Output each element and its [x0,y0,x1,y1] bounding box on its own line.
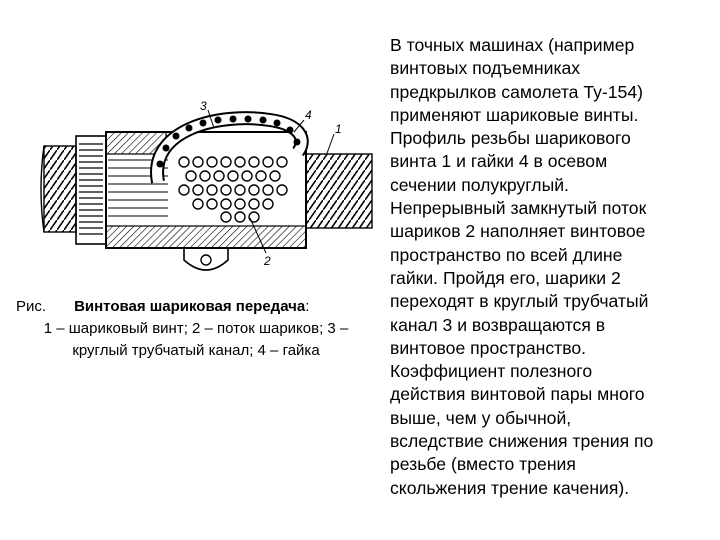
caption-line-3: круглый трубчатый канал; 4 – гайка [72,342,320,359]
caption-colon: : [305,298,310,315]
body-line: винтовое пространство. [390,337,587,358]
body-line: предкрылков самолета Ту-154) [390,81,643,102]
label-1: 1 [335,122,342,136]
caption-prefix: Рис. [16,298,47,315]
body-line: сечении полукруглый. [390,174,569,195]
body-line: действия винтовой пары много [390,384,645,405]
body-line: Непрерывный замкнутый поток [390,198,647,219]
body-line: пространство по всей длине [390,244,623,265]
body-line: Профиль резьбы шарикового [390,128,631,149]
label-3: 3 [200,99,207,113]
ball-stream [179,157,287,222]
ball-screw-drawing-icon [8,90,380,280]
body-line: Коэффициент полезного [390,361,593,382]
screw-right [306,154,372,228]
figure-caption [10,296,382,362]
body-line: выше, чем у обычной, [390,407,572,428]
body-line: винта 1 и гайки 4 в осевом [390,151,608,172]
body-line: винтовых подъемниках [390,58,581,79]
body-line: применяют шариковые винты. [390,104,639,125]
body-line: вследствие снижения трения по [390,431,654,452]
caption-line-2: 1 – шариковый винт; 2 – поток шариков; 3 – [43,320,349,337]
caption-title: Винтовая шариковая передача [74,298,306,315]
nut-body [106,132,306,248]
body-line: переходят в круглый трубчатый [390,291,649,312]
screw-left [41,136,106,244]
body-paragraph [390,34,710,500]
label-2: 2 [264,254,271,268]
mounting-lug [184,248,228,270]
body-line: гайки. Пройдя его, шарики 2 [390,267,621,288]
body-line: резьбе (вместо трения [390,454,576,475]
label-4: 4 [305,108,312,122]
body-line: скольжения трение качения). [390,477,630,498]
body-line: канал 3 и возвращаются в [390,314,606,335]
body-line: В точных машинах (например [390,35,635,55]
body-line: шариков 2 наполняет винтовое [390,221,646,242]
